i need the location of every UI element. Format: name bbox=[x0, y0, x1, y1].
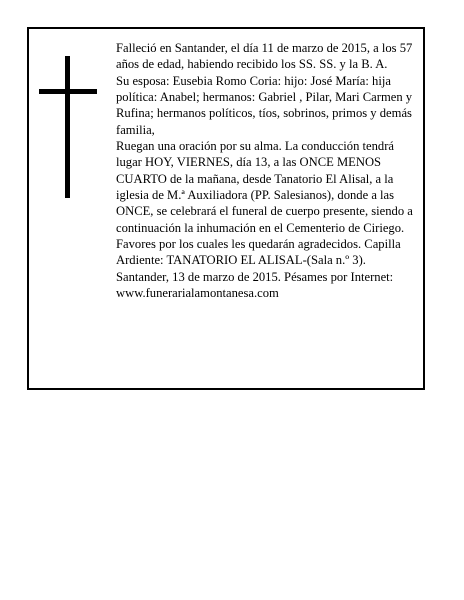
obituary-notice bbox=[27, 27, 425, 390]
obituary-text bbox=[116, 40, 423, 302]
death-announcement: Falleció en Santander, el día 11 de marzo de 2015, a los 57 años de edad, habiendo recibido los SS. SS. y la B. A. bbox=[116, 41, 413, 72]
cross-vertical-bar bbox=[65, 56, 70, 198]
cross-icon bbox=[39, 56, 97, 198]
family-members: Su esposa: Eusebia Romo Coria: hijo: José María: hija política: Anabel; hermanos: Gabriel , Pilar, Mari Carmen y Rufina; hermanos políticos, tíos, sobrinos, primos y demás familia, bbox=[116, 73, 413, 137]
funeral-details: Ruegan una oración por su alma. La conducción tendrá lugar HOY, VIERNES, día 13, a las ONCE MENOS CUARTO de la mañana, desde Tanatorio El Alisal, a la iglesia de M.ª Auxiliadora (PP. Salesianos), donde a las ONCE, se celebrará el funeral de cuerpo presente, siendo a continuación la inhumación en el Cementerio de Ciriego. Favores por los cuales les quedarán agradecidos. Capilla Ardiente: TANATORIO EL ALISAL-(Sala n.º 3). bbox=[116, 139, 413, 268]
date-and-condolences: Santander, 13 de marzo de 2015. Pésames por Internet: www.funerarialamontanesa.com bbox=[116, 269, 394, 301]
cross-horizontal-bar bbox=[39, 89, 97, 94]
